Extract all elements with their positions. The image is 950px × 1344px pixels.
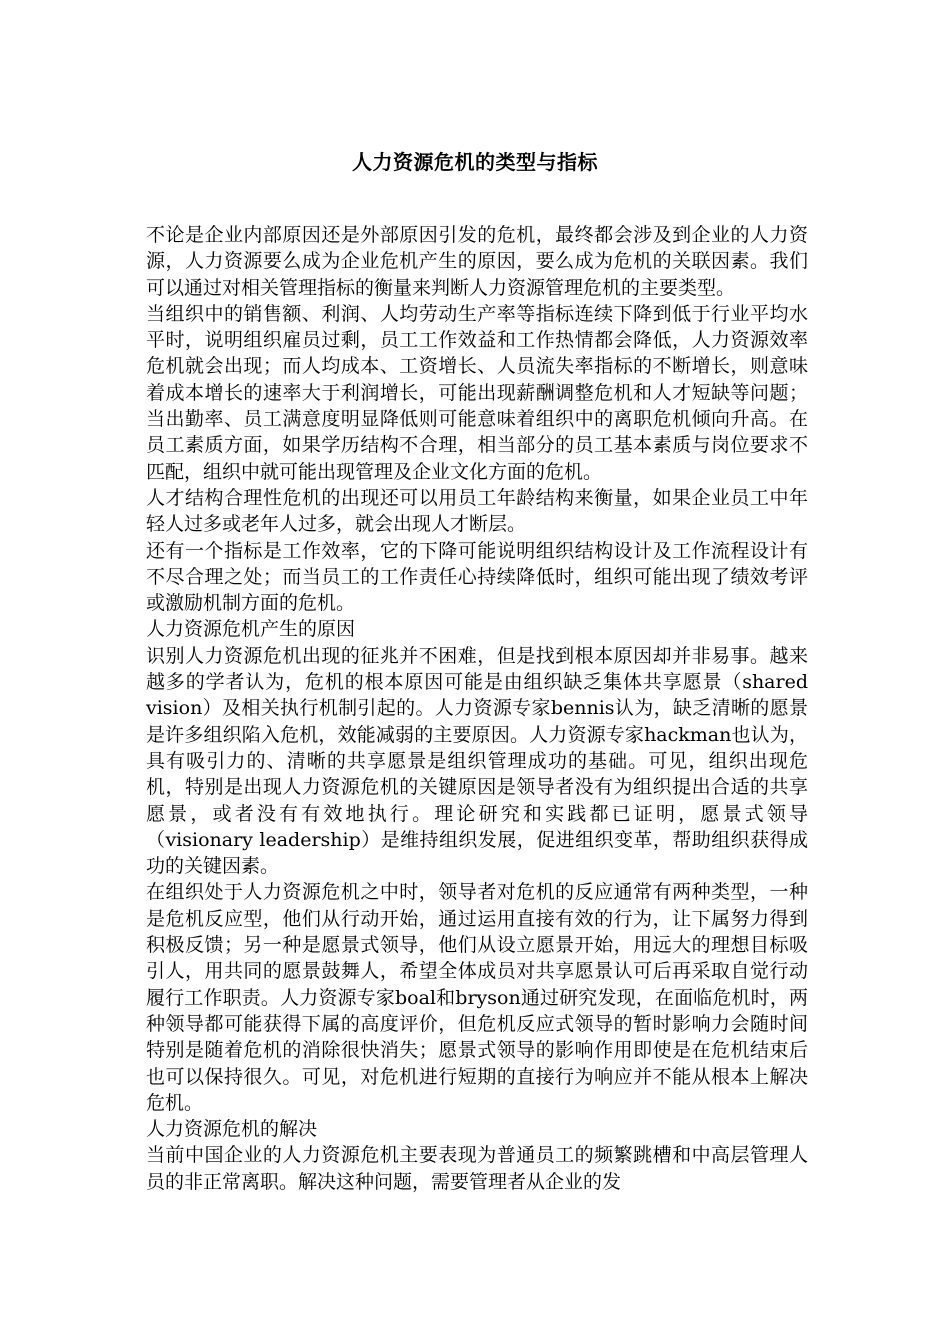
document-title: 人力资源危机的类型与指标 — [352, 150, 598, 174]
paragraph-leadership-types: 在组织处于人力资源危机之中时，领导者对危机的反应通常有两种类型，一种是危机反应型，他们从行动开始，通过运用直接有效的行为，让下属努力得到积极反馈；另一种是愿景式领导，他们从设立愿景开始，用远大的理想目标吸引人，用共同的愿景鼓舞人，希望全体成员对共享愿景认可后再采取自觉行动履行工作职责。人力资源专家boal和bryson通过研究发现，在面临危机时，两种领导都可能获得下属的高度评价，但危机反应式领导的暂时影响力会随时间特别是随着危机的消除很快消失；愿景式领导的影响作用即使是在危机结束后也可以保持很久。可见，对危机进行短期的直接行为响应并不能从根本上解决危机。 — [146, 881, 808, 1114]
paragraph-indicators: 当组织中的销售额、利润、人均劳动生产率等指标连续下降到低于行业平均水平时，说明组织雇员过剩，员工工作效益和工作热情都会降低，人力资源效率危机就会出现；而人均成本、工资增长、人员流失率指标的不断增长，则意味着成本增长的速率大于利润增长，可能出现薪酬调整危机和人才短缺等问题；当出勤率、员工满意度明显降低则可能意味着组织中的离职危机倾向升高。在员工素质方面，如果学历结构不合理，相当部分的员工基本素质与岗位要求不匹配，组织中就可能出现管理及企业文化方面的危机。 — [146, 302, 808, 483]
section-heading-causes: 人力资源危机产生的原因 — [146, 618, 356, 641]
paragraph-causes: 识别人力资源危机出现的征兆并不困难，但是找到根本原因却并非易事。越来越多的学者认为，危机的根本原因可能是由组织缺乏集体共享愿景（shared vision）及相关执行机制引起的。人力资源专家bennis认为，缺乏清晰的愿景是许多组织陷入危机，效能减弱的主要原因。人力资源专家hackman也认为，具有吸引力的、清晰的共享愿景是组织管理成功的基础。可见，组织出现危机，特别是出现人力资源危机的关键原因是领导者没有为组织提出合适的共享愿景，或者没有有效地执行。理论研究和实践都已证明，愿景式领导（visionary leadership）是维持组织发展，促进组织变革，帮助组织获得成功的关键因素。 — [146, 644, 808, 878]
paragraph-work-efficiency: 还有一个指标是工作效率，它的下降可能说明组织结构设计及工作流程设计有不尽合理之处；而当员工的工作责任心持续降低时，组织可能出现了绩效考评或激励机制方面的危机。 — [146, 539, 808, 615]
document-body — [146, 222, 808, 1195]
paragraph-intro: 不论是企业内部原因还是外部原因引发的危机，最终都会涉及到企业的人力资源，人力资源要么成为企业危机产生的原因，要么成为危机的关联因素。我们可以通过对相关管理指标的衡量来判断人力资源管理危机的主要类型。 — [146, 224, 808, 299]
paragraph-age-structure: 人才结构合理性危机的出现还可以用员工年龄结构来衡量，如果企业员工中年轻人过多或老年人过多，就会出现人才断层。 — [146, 486, 808, 536]
section-heading-solutions: 人力资源危机的解决 — [146, 1118, 318, 1141]
paragraph-solutions: 当前中国企业的人力资源危机主要表现为普通员工的频繁跳槽和中高层管理人员的非正常离职。解决这种问题，需要管理者从企业的发 — [146, 1144, 808, 1193]
